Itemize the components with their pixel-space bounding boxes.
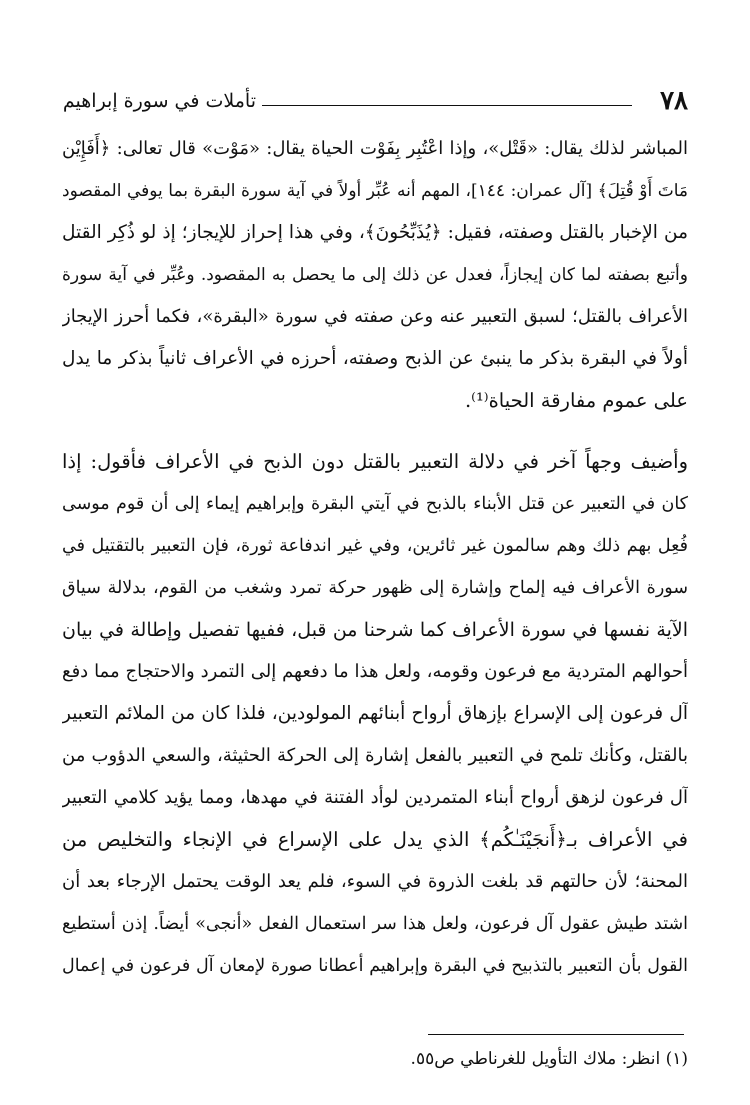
text-line: وأضيف وجهاً آخر في دلالة التعبير بالقتل دون الذبح في الأعراف فأقول: إذا <box>62 450 688 473</box>
text-line: المحنة؛ لأن حالتهم قد بلغت الذروة في السوء، فلم يعد الوقت يحتمل الإرجاء بعد أن <box>62 871 688 892</box>
text-line: آل فرعون لزهق أرواح أبناء المتمردين لوأد الفتنة في مهدها، ومما يؤيد كلامي التعبير <box>62 787 688 808</box>
paragraph-1 <box>62 128 688 422</box>
running-title: تأملات في سورة إبراهيم <box>62 90 256 112</box>
text-line: أحوالهم المتردية مع فرعون وقومه، ولعل هذا ما دفعهم إلى التمرد والاحتجاج مما دفع <box>62 661 688 682</box>
text-line: الأعراف بالقتل؛ لسبق التعبير عنه وعن صفته في سورة «البقرة»، فكما أحرز الإيجاز <box>62 306 688 327</box>
text-line: القول بأن التعبير بالتذبيح في البقرة وإبراهيم أعطانا صورة لإمعان آل فرعون في إعمال <box>62 956 688 976</box>
page-number: ٧٨ <box>660 86 688 116</box>
text-line: اشتد طيش عقول آل فرعون، ولعل هذا سر استعمال الفعل «أنجى» أيضاً. إذن أستطيع <box>62 914 688 934</box>
text-line: من الإخبار بالقتل وصفته، فقيل: ﴿يُذَبِّحُونَ﴾، وفي هذا إحراز للإيجاز؛ إذ لو ذُكِر القتل <box>62 222 688 243</box>
footnote: (١) انظر: ملاك التأويل للغرناطي ص٥٥. <box>410 1049 688 1069</box>
text-line: مَاتَ أَوْ قُتِلَ﴾ [آل عمران: ١٤٤]، المهم أنه عُبِّر أولاً في آية سورة البقرة بما يوفي المقصود <box>62 181 688 201</box>
text-line: أولاً في البقرة بذكر ما ينبئ عن الذبح وصفته، أحرزه في الأعراف ثانياً بذكر ما يدل <box>62 348 688 369</box>
footnote-rule <box>428 1034 684 1035</box>
header-rule <box>262 105 632 106</box>
text-line: آل فرعون إلى الإسراع بإزهاق أرواح أبنائهم المولودين، فلذا كان من الملائم التعبير <box>62 703 688 724</box>
page-header <box>0 84 750 124</box>
text-line: على عموم مفارقة الحياة⁽¹⁾. <box>464 389 688 412</box>
text-line: وأتبع بصفته لما كان إيجازاً، فعدل عن ذلك إلى ما يحصل به المقصود. وعُبِّر في آية سورة <box>62 265 688 285</box>
text-line: المباشر لذلك يقال: «قَتْل»، وإذا اعْتُبِر بِفَوْت الحياة يقال: «مَوْت» قال تعالى: ﴿أَفَإِيْن <box>62 138 688 159</box>
paragraph-gap <box>62 422 688 441</box>
text-line: فُعِل بهم ذلك وهم سالمون غير ثائرين، وفي غير اندفاعة ثورة، فإن التعبير بالتقتيل في <box>62 536 688 556</box>
text-line: في الأعراف بـ﴿أَنجَيْنَـٰكُم﴾ الذي يدل على الإسراع في الإنجاء والتخليص من <box>62 828 688 851</box>
paragraph-2 <box>62 441 688 987</box>
body-text <box>62 128 688 987</box>
text-line: كان في التعبير عن قتل الأبناء بالذبح في آيتي البقرة وإبراهيم إيماء إلى أن قوم موسى <box>62 494 688 514</box>
text-line: سورة الأعراف فيه إلماح وإشارة إلى ظهور حركة تمرد وشغب من القوم، بدلالة سياق <box>62 578 688 598</box>
text-line: بالقتل، وكأنك تلمح في التعبير بالفعل إشارة إلى الحركة الحثيثة، والسعي الدؤوب من <box>62 745 688 766</box>
text-line: الآية نفسها في سورة الأعراف كما شرحنا من قبل، ففيها تفصيل وإطالة في بيان <box>62 619 688 641</box>
